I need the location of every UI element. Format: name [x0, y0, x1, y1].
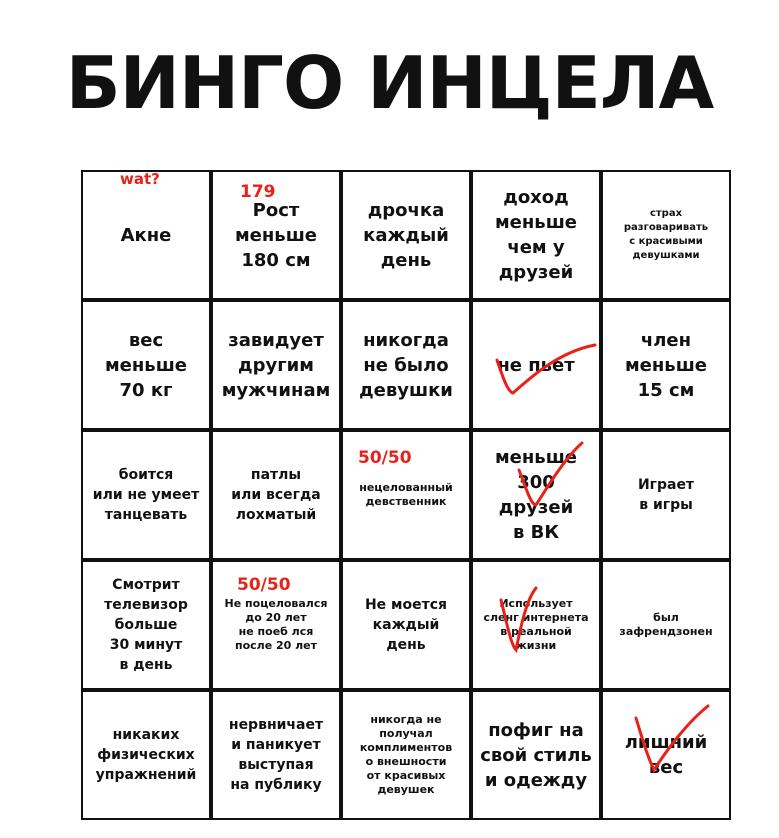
annotation-wat: wat? [120, 170, 160, 188]
bingo-cell-label: боится или не умеет танцевать [92, 467, 200, 523]
bingo-cell-label: страх разговаривать с красивыми девушками [623, 208, 709, 261]
bingo-cell-r5-c2[interactable] [211, 690, 341, 820]
page-title: БИНГО ИНЦЕЛА [65, 41, 714, 125]
bingo-cell-label: дрочка каждый день [363, 199, 449, 271]
bingo-cell-label: вес меньше 70 кг [104, 329, 188, 401]
bingo-cell-label: Играет в игры [637, 477, 695, 513]
bingo-cell-label: член меньше 15 см [624, 329, 708, 401]
bingo-cell-label: Рост меньше 180 см [234, 199, 318, 271]
bingo-cell-r2-c2[interactable] [211, 300, 341, 430]
bingo-cell-r1-c4[interactable] [471, 170, 601, 300]
bingo-cell-r4-c3[interactable] [341, 560, 471, 690]
bingo-cell-label: был зафрендзонен [619, 611, 713, 638]
bingo-cell-label: Использует сленг интернета в реальной жизни [483, 597, 589, 652]
bingo-cell-label: меньше 300 друзей в ВК [494, 447, 578, 543]
bingo-cell-r3-c5[interactable] [601, 430, 731, 560]
bingo-board [81, 170, 731, 820]
bingo-cell-label: пофиг на свой стиль и одежду [480, 719, 592, 791]
annotation-kiss-odds: 50/50 [237, 575, 291, 595]
bingo-cell-label: Смотрит телевизор больше 30 минут в день [104, 577, 188, 673]
bingo-cell-r5-c1[interactable] [81, 690, 211, 820]
bingo-cell-r1-c5[interactable] [601, 170, 731, 300]
bingo-cell-r4-c5[interactable] [601, 560, 731, 690]
bingo-cell-r1-c3[interactable] [341, 170, 471, 300]
bingo-cell-label: нервничает и паникует выступая на публику [228, 717, 324, 793]
bingo-cell-r2-c5[interactable] [601, 300, 731, 430]
bingo-cell-label: патлы или всегда лохматый [231, 467, 321, 523]
annotation-height: 179 [240, 182, 276, 202]
bingo-cell-r3-c2[interactable] [211, 430, 341, 560]
bingo-cell-r2-c3[interactable] [341, 300, 471, 430]
bingo-cell-r4-c1[interactable] [81, 560, 211, 690]
bingo-cell-label: Не поцеловался до 20 лет не поеб лся после 20 лет [224, 597, 328, 652]
bingo-cell-label: никогда не было девушки [359, 329, 453, 401]
bingo-cell-r5-c5[interactable] [601, 690, 731, 820]
bingo-cell-label: Акне [120, 224, 172, 246]
bingo-cell-label: никогда не получал комплиментов о внешности от красивых девушек [359, 713, 453, 796]
bingo-cell-label: лишний вес [624, 732, 708, 778]
bingo-cell-r2-c1[interactable] [81, 300, 211, 430]
bingo-cell-r1-c2[interactable] [211, 170, 341, 300]
annotation-virgin-odds: 50/50 [358, 448, 412, 468]
bingo-cell-label: нецелованный девственник [359, 481, 453, 508]
bingo-cell-label: Не моется каждый день [364, 597, 448, 653]
bingo-cell-r4-c4[interactable] [471, 560, 601, 690]
bingo-cell-label: завидует другим мужчинам [221, 329, 331, 401]
bingo-cell-label: никаких физических упражнений [95, 727, 197, 783]
bingo-cell-r3-c4[interactable] [471, 430, 601, 560]
bingo-cell-r5-c4[interactable] [471, 690, 601, 820]
bingo-cell-label: доход меньше чем у друзей [494, 187, 578, 283]
bingo-cell-r2-c4[interactable] [471, 300, 601, 430]
bingo-cell-r3-c1[interactable] [81, 430, 211, 560]
bingo-cell-label: не пьет [497, 354, 575, 376]
bingo-cell-r5-c3[interactable] [341, 690, 471, 820]
bingo-cell-r1-c1[interactable] [81, 170, 211, 300]
